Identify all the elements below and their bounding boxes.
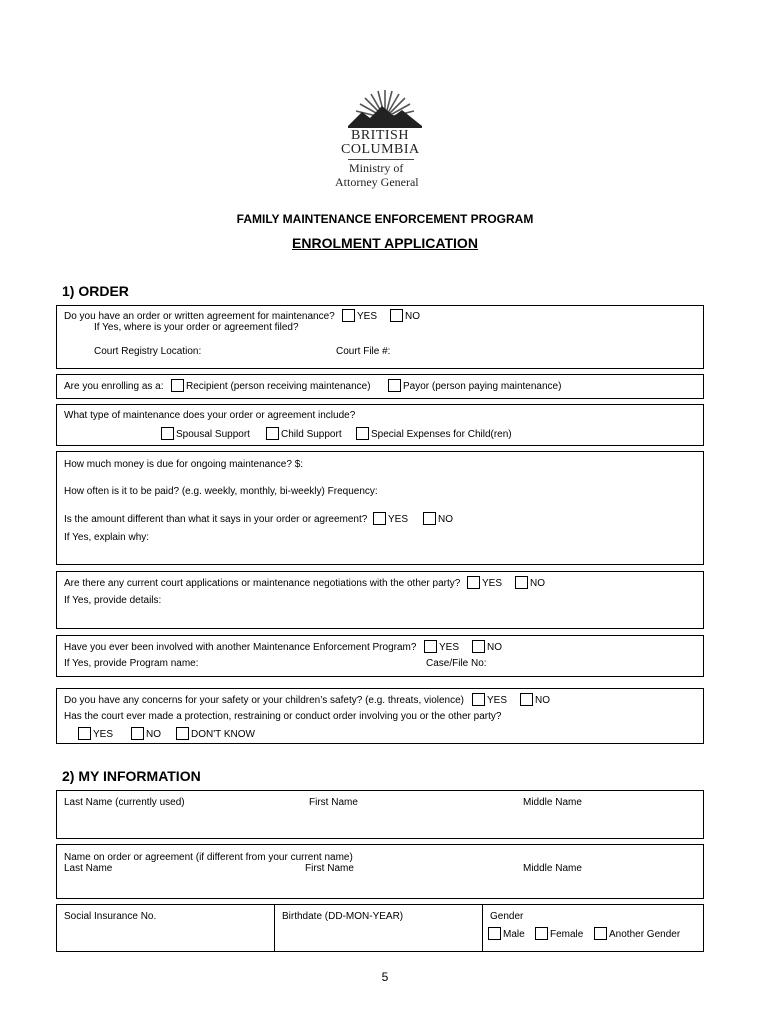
court-apps-yes-checkbox[interactable]	[467, 576, 480, 589]
protection-yes-checkbox[interactable]	[78, 727, 91, 740]
protection-dont-know-checkbox[interactable]	[176, 727, 189, 740]
order-last-name-label: Last Name	[64, 863, 113, 874]
court-apps-yes-label: YES	[482, 578, 503, 589]
sin-divider	[274, 905, 275, 951]
different-question: Is the amount different than what it says in your order or agreement?	[64, 514, 368, 525]
bc-logo	[335, 86, 430, 190]
logo-columbia: COLUMBIA	[341, 142, 420, 157]
money-question: How much money is due for ongoing maintenance? $:	[64, 459, 304, 470]
payor-checkbox[interactable]	[388, 379, 401, 392]
order-middle-name-label: Middle Name	[523, 863, 582, 874]
gender-female-label: Female	[550, 929, 584, 940]
gender-label: Gender	[490, 911, 524, 922]
gender-female-checkbox[interactable]	[535, 927, 548, 940]
special-expenses-checkbox[interactable]	[356, 427, 369, 440]
personal-details-box	[56, 904, 704, 952]
section-order-heading: 1) ORDER	[62, 283, 129, 299]
protection-yes-label: YES	[93, 729, 114, 740]
other-program-no-label: NO	[487, 642, 502, 653]
birthdate-divider	[482, 905, 483, 951]
order-yes-label: YES	[357, 311, 378, 322]
different-yes-checkbox[interactable]	[373, 512, 386, 525]
gender-male-label: Male	[503, 929, 525, 940]
payor-label: Payor (person paying maintenance)	[403, 381, 562, 392]
program-title: FAMILY MAINTENANCE ENFORCEMENT PROGRAM	[236, 212, 534, 226]
protection-no-label: NO	[146, 729, 161, 740]
logo-divider	[348, 159, 414, 160]
name-on-order-label: Name on order or agreement (if different from your current name)	[64, 852, 353, 863]
other-program-question: Have you ever been involved with another Maintenance Enforcement Program?	[64, 642, 417, 653]
protection-dont-know-label: DON'T KNOW	[191, 729, 255, 740]
logo-attorney: Attorney General	[335, 175, 419, 189]
safety-yes-checkbox[interactable]	[472, 693, 485, 706]
protection-no-checkbox[interactable]	[131, 727, 144, 740]
different-no-label: NO	[438, 514, 453, 525]
recipient-checkbox[interactable]	[171, 379, 184, 392]
first-name-label: First Name	[309, 797, 358, 808]
sin-label: Social Insurance No.	[64, 911, 157, 922]
order-question: Do you have an order or written agreement for maintenance?	[64, 311, 335, 322]
payment-box	[56, 451, 704, 565]
court-file-label: Court File #:	[336, 346, 391, 357]
court-apps-no-label: NO	[530, 578, 545, 589]
middle-name-label: Middle Name	[523, 797, 582, 808]
birthdate-label: Birthdate (DD-MON-YEAR)	[282, 911, 404, 922]
safety-question: Do you have any concerns for your safety or your children’s safety? (e.g. threats, violence)	[64, 695, 465, 706]
special-expenses-label: Special Expenses for Child(ren)	[371, 429, 512, 440]
program-name-label: If Yes, provide Program name:	[64, 658, 199, 669]
child-support-checkbox[interactable]	[266, 427, 279, 440]
different-yes-label: YES	[388, 514, 409, 525]
logo-british: BRITISH	[351, 128, 409, 143]
other-program-no-checkbox[interactable]	[472, 640, 485, 653]
gender-male-checkbox[interactable]	[488, 927, 501, 940]
gender-another-label: Another Gender	[609, 929, 681, 940]
name-on-order-box	[56, 844, 704, 899]
other-program-yes-checkbox[interactable]	[424, 640, 437, 653]
protection-question: Has the court ever made a protection, restraining or conduct order involving you or the other party?	[64, 711, 502, 722]
maintenance-type-question: What type of maintenance does your order or agreement include?	[64, 410, 356, 421]
order-where-question: If Yes, where is your order or agreement filed?	[94, 322, 299, 333]
court-applications-question: Are there any current court applications or maintenance negotiations with the other party?	[64, 578, 461, 589]
details-label: If Yes, provide details:	[64, 595, 162, 606]
safety-yes-label: YES	[487, 695, 508, 706]
maintenance-type-box	[56, 404, 704, 446]
other-program-yes-label: YES	[439, 642, 460, 653]
spousal-support-label: Spousal Support	[176, 429, 250, 440]
page-title: ENROLMENT APPLICATION	[292, 235, 478, 251]
page-number: 5	[381, 970, 389, 984]
section-my-information-heading: 2) MY INFORMATION	[62, 768, 201, 784]
enrolling-question: Are you enrolling as a:	[64, 381, 164, 392]
spousal-support-checkbox[interactable]	[161, 427, 174, 440]
court-apps-no-checkbox[interactable]	[515, 576, 528, 589]
safety-box	[56, 688, 704, 744]
last-name-current-label: Last Name (currently used)	[64, 797, 185, 808]
explain-label: If Yes, explain why:	[64, 532, 150, 543]
different-no-checkbox[interactable]	[423, 512, 436, 525]
case-file-label: Case/File No:	[426, 658, 487, 669]
gender-another-checkbox[interactable]	[594, 927, 607, 940]
sun-mountains-icon	[340, 86, 430, 128]
safety-no-checkbox[interactable]	[520, 693, 533, 706]
safety-no-label: NO	[535, 695, 550, 706]
court-applications-box	[56, 571, 704, 629]
child-support-label: Child Support	[281, 429, 342, 440]
current-name-box	[56, 790, 704, 839]
court-registry-label: Court Registry Location:	[94, 346, 202, 357]
frequency-question: How often is it to be paid? (e.g. weekly, monthly, bi-weekly) Frequency:	[64, 486, 378, 497]
order-no-checkbox[interactable]	[390, 309, 403, 322]
logo-ministry: Ministry of	[349, 161, 404, 175]
enrolling-box	[56, 374, 704, 399]
order-no-label: NO	[405, 311, 420, 322]
order-first-name-label: First Name	[305, 863, 354, 874]
order-box	[56, 305, 704, 369]
recipient-label: Recipient (person receiving maintenance)	[186, 381, 371, 392]
other-program-box	[56, 635, 704, 677]
order-yes-checkbox[interactable]	[342, 309, 355, 322]
